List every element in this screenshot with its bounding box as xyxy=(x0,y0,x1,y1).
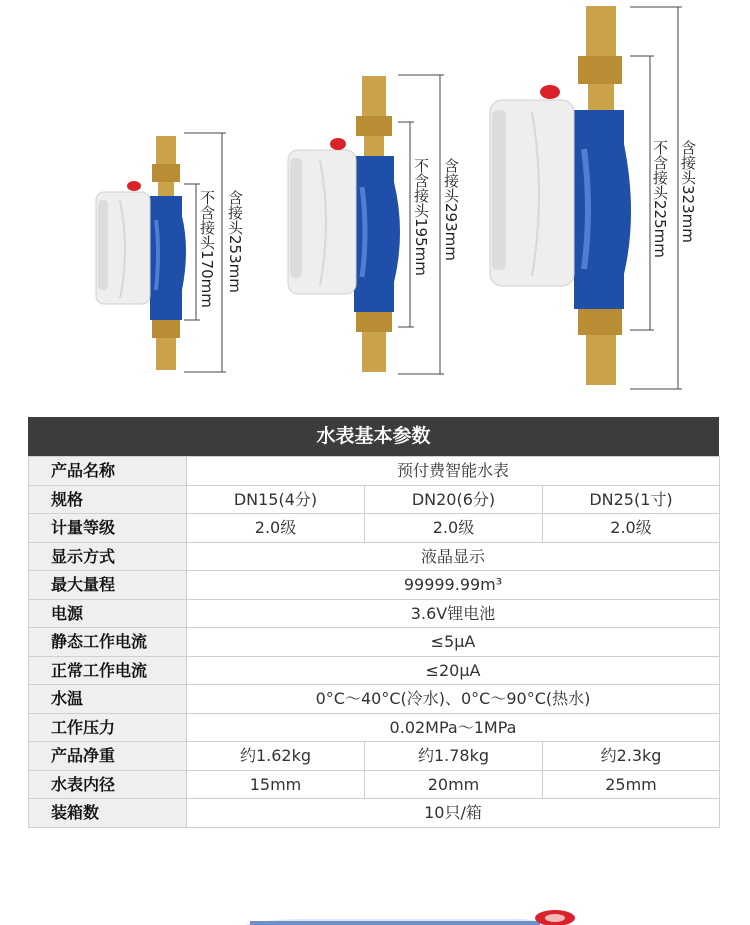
table-title: 水表基本参数 xyxy=(28,417,719,456)
row-value: DN25(1寸) xyxy=(543,485,720,514)
row-value: 0°C～40°C(冷水)、0°C～90°C(热水) xyxy=(187,685,720,714)
row-value: 2.0级 xyxy=(543,514,720,543)
row-label: 正常工作电流 xyxy=(29,656,187,685)
product-photo-area xyxy=(0,0,750,400)
dimension-with-connector-dn20: 含接头293mm xyxy=(442,158,460,261)
row-value: DN15(4分) xyxy=(187,485,365,514)
row-label: 显示方式 xyxy=(29,542,187,571)
row-label: 产品净重 xyxy=(29,742,187,771)
water-meter-dn25-image xyxy=(486,4,636,389)
row-value: 液晶显示 xyxy=(187,542,720,571)
row-label: 静态工作电流 xyxy=(29,628,187,657)
row-value: DN20(6分) xyxy=(365,485,543,514)
table-row xyxy=(29,685,720,714)
table-row xyxy=(29,514,720,543)
dimension-without-connector-dn15: 不含接头170mm xyxy=(198,190,216,308)
table-row xyxy=(29,457,720,486)
row-label: 最大量程 xyxy=(29,571,187,600)
table-row xyxy=(29,485,720,514)
dimension-with-connector-dn25: 含接头323mm xyxy=(679,140,697,243)
row-label: 水温 xyxy=(29,685,187,714)
dimension-without-connector-dn20: 不含接头195mm xyxy=(412,158,430,276)
table-row xyxy=(29,656,720,685)
table-row xyxy=(29,742,720,771)
next-product-image-partial xyxy=(0,900,750,925)
row-value: 预付费智能水表 xyxy=(187,457,720,486)
row-value: 2.0级 xyxy=(187,514,365,543)
row-value: 2.0级 xyxy=(365,514,543,543)
row-label: 水表内径 xyxy=(29,770,187,799)
table-row xyxy=(29,628,720,657)
dimension-without-connector-dn25: 不含接头225mm xyxy=(651,140,669,258)
row-value: ≤20μA xyxy=(187,656,720,685)
row-label: 规格 xyxy=(29,485,187,514)
row-value: 约1.78kg xyxy=(365,742,543,771)
row-value: ≤5μA xyxy=(187,628,720,657)
table-row xyxy=(29,542,720,571)
row-value: 20mm xyxy=(365,770,543,799)
row-label: 工作压力 xyxy=(29,713,187,742)
row-value: 约2.3kg xyxy=(543,742,720,771)
spec-table xyxy=(28,456,720,828)
table-row xyxy=(29,799,720,828)
row-value: 15mm xyxy=(187,770,365,799)
row-label: 计量等级 xyxy=(29,514,187,543)
row-value: 10只/箱 xyxy=(187,799,720,828)
row-value: 0.02MPa～1MPa xyxy=(187,713,720,742)
dimension-with-connector-dn15: 含接头253mm xyxy=(226,190,244,293)
row-value: 3.6V锂电池 xyxy=(187,599,720,628)
table-row xyxy=(29,713,720,742)
row-label: 产品名称 xyxy=(29,457,187,486)
spec-table-section xyxy=(28,417,719,828)
table-row xyxy=(29,571,720,600)
table-row xyxy=(29,770,720,799)
row-label: 电源 xyxy=(29,599,187,628)
row-value: 99999.99m³ xyxy=(187,571,720,600)
row-value: 约1.62kg xyxy=(187,742,365,771)
table-row xyxy=(29,599,720,628)
row-value: 25mm xyxy=(543,770,720,799)
row-label: 装箱数 xyxy=(29,799,187,828)
